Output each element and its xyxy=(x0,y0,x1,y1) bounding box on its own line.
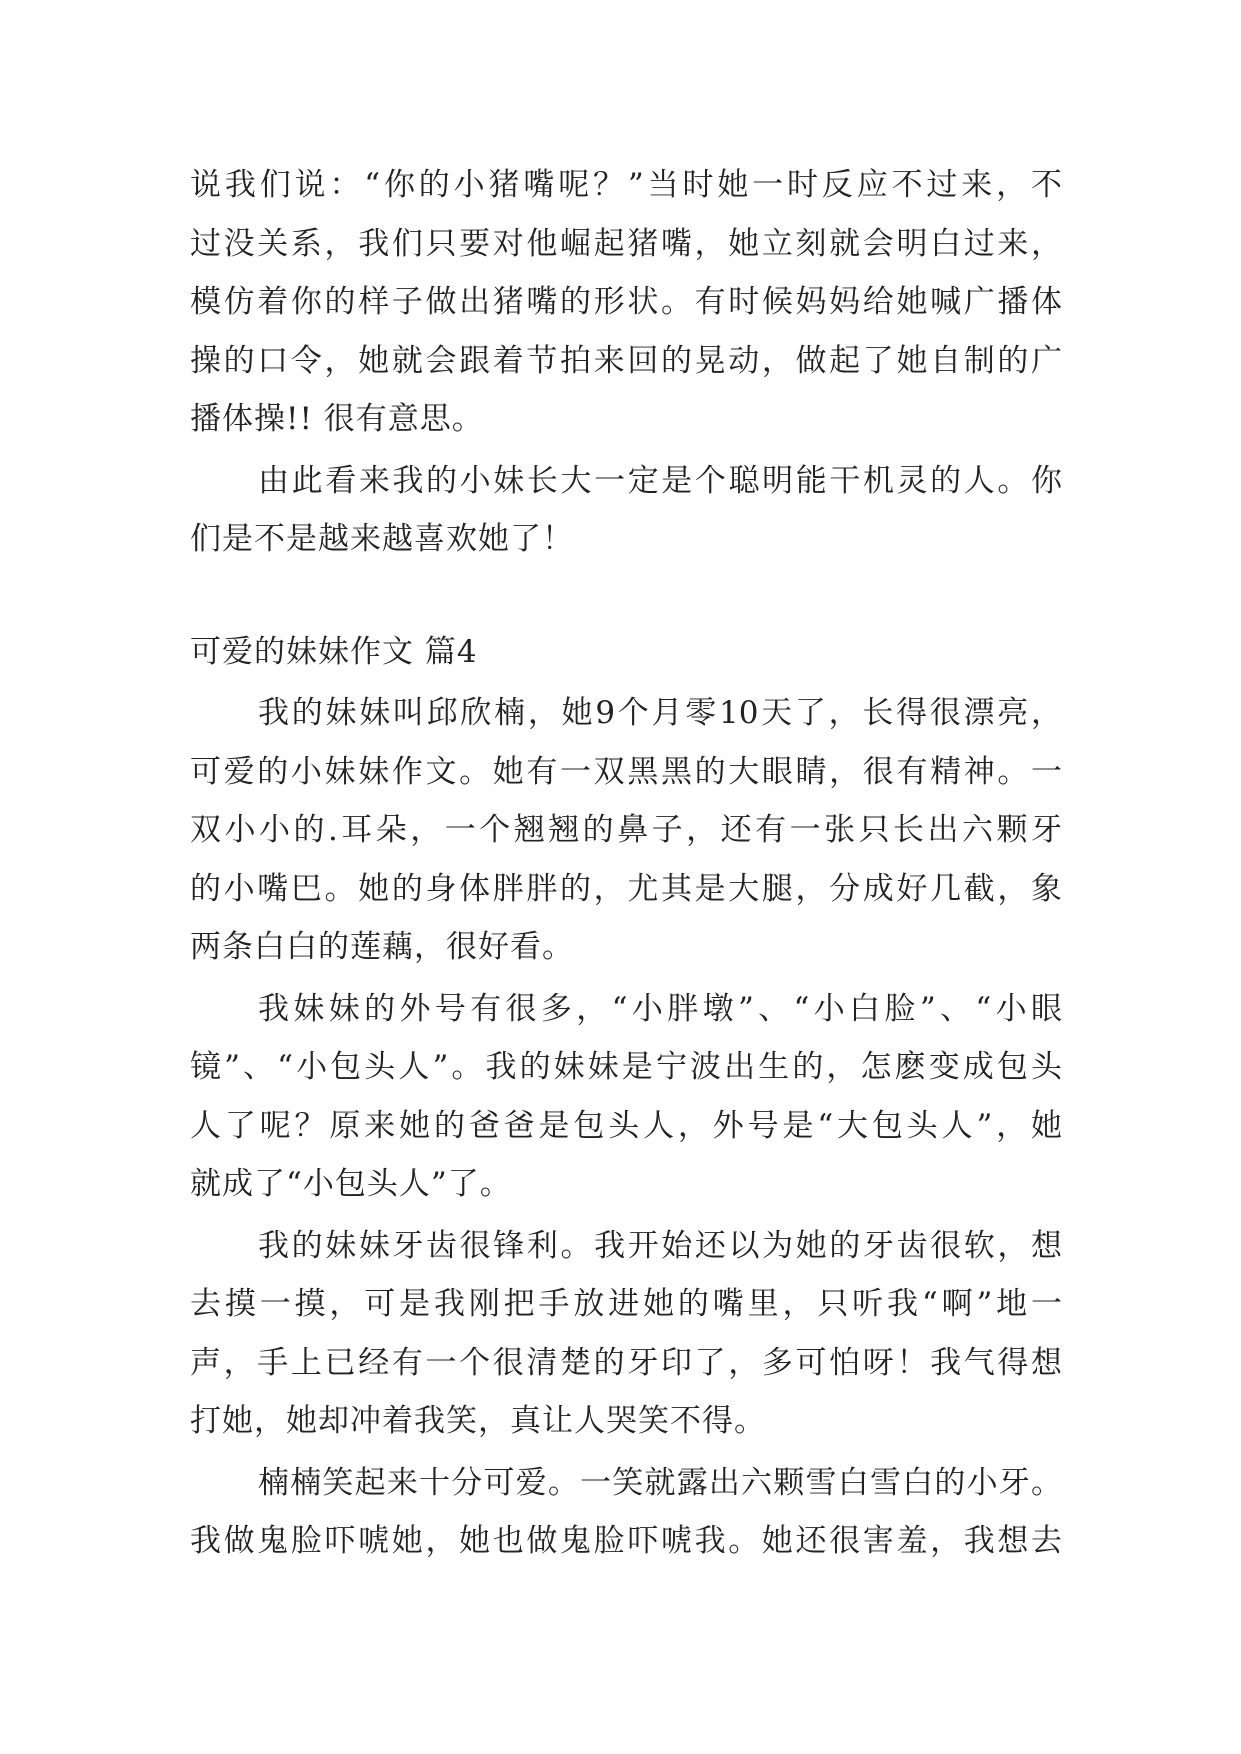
text-line: 声，手上已经有一个很清楚的牙印了，多可怕呀！我气得想 xyxy=(190,1344,1062,1381)
text-line: 由此看来我的小妹长大一定是个聪明能干机灵的人。你 xyxy=(258,462,1062,499)
text-line: 操的口令，她就会跟着节拍来回的晃动，做起了她自制的广 xyxy=(190,342,1062,379)
text-line: 双小小的.耳朵，一个翘翘的鼻子，还有一张只长出六颗牙 xyxy=(190,812,1062,848)
paragraph xyxy=(190,980,1062,1214)
text-line: 我的妹妹叫邱欣楠，她9个月零10天了，长得很漂亮， xyxy=(258,695,1062,731)
document-body xyxy=(190,156,1062,1571)
text-line: 播体操!! 很有意思。 xyxy=(190,401,484,437)
text-line: 楠楠笑起来十分可爱。一笑就露出六颗雪白雪白的小牙。 xyxy=(258,1464,1062,1501)
text-line: 我做鬼脸吓唬她，她也做鬼脸吓唬我。她还很害羞，我想去 xyxy=(190,1523,1062,1559)
text-line: 去摸一摸，可是我刚把手放进她的嘴里，只听我“啊”地一 xyxy=(190,1286,1062,1322)
paragraph xyxy=(190,1217,1062,1451)
text-line: 过没关系，我们只要对他崛起猪嘴，她立刻就会明白过来， xyxy=(190,225,1062,262)
paragraph xyxy=(190,684,1062,977)
text-line: 打她，她却冲着我笑，真让人哭笑不得。 xyxy=(190,1403,766,1439)
text-line: 镜”、“小包头人”。我的妹妹是宁波出生的，怎麽变成包头 xyxy=(190,1049,1062,1085)
text-line: 我妹妹的外号有很多，“小胖墩”、“小白脸”、“小眼 xyxy=(258,990,1062,1027)
text-line: 两条白白的莲藕，很好看。 xyxy=(190,929,574,965)
paragraph xyxy=(190,156,1062,449)
paragraph xyxy=(190,452,1062,569)
text-line: 可爱的小妹妹作文。她有一双黑黑的大眼睛，很有精神。一 xyxy=(190,753,1062,790)
paragraph xyxy=(190,1454,1062,1571)
text-line: 说我们说：“你的小猪嘴呢？”当时她一时反应不过来，不 xyxy=(190,167,1062,203)
text-line: 我的妹妹牙齿很锋利。我开始还以为她的牙齿很软，想 xyxy=(258,1227,1062,1264)
text-line: 人了呢？原来她的爸爸是包头人，外号是“大包头人”，她 xyxy=(190,1107,1062,1144)
text-line: 的小嘴巴。她的身体胖胖的，尤其是大腿，分成好几截，象 xyxy=(190,870,1062,907)
text-line: 模仿着你的样子做出猪嘴的形状。有时候妈妈给她喊广播体 xyxy=(190,284,1062,320)
essay-title: 可爱的妹妹作文 篇4 xyxy=(190,633,478,670)
text-line: 就成了“小包头人”了。 xyxy=(190,1166,512,1202)
text-line: 们是不是越来越喜欢她了！ xyxy=(190,521,574,557)
